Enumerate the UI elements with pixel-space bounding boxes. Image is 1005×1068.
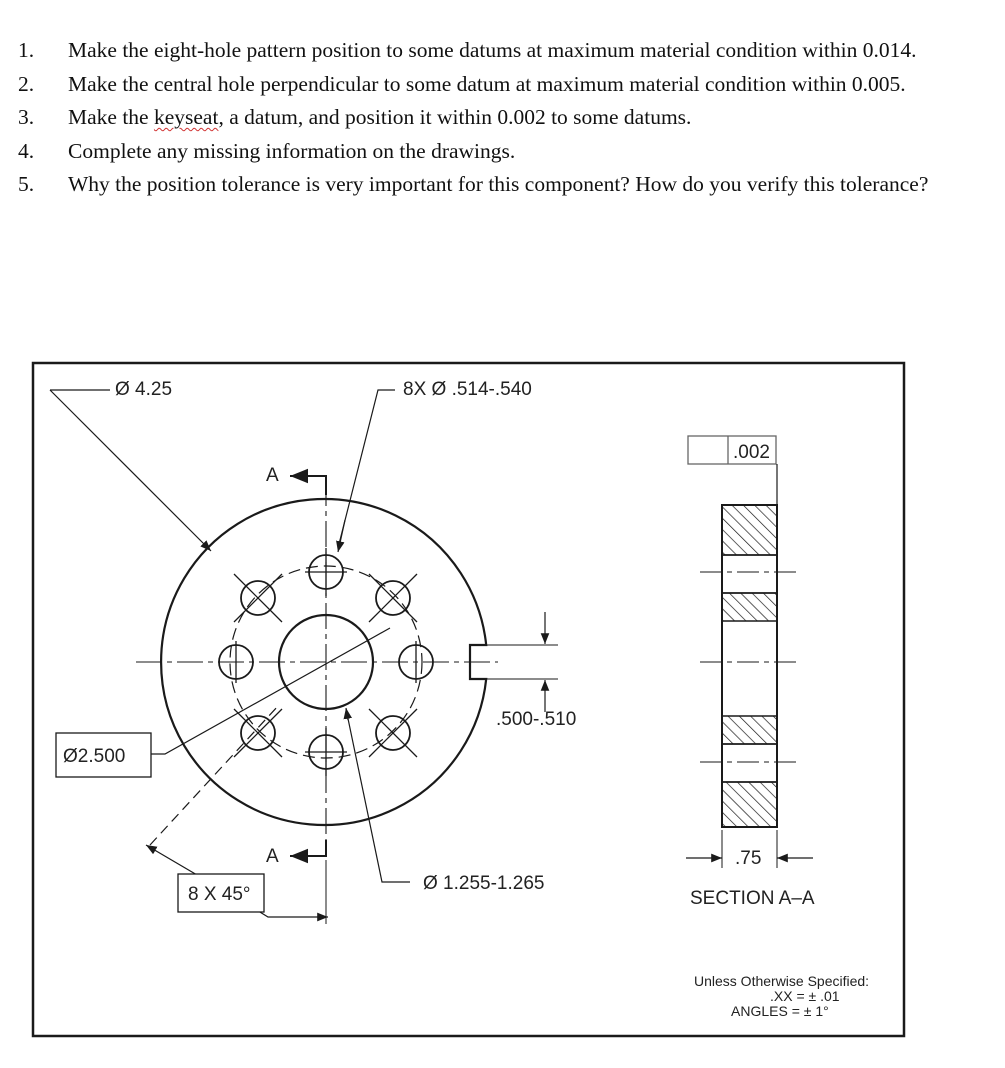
bolt-circle-label: Ø2.500 xyxy=(63,746,126,767)
center-lines xyxy=(136,480,498,855)
question-number: 3. xyxy=(18,105,35,129)
front-view xyxy=(136,476,498,856)
question-number: 5. xyxy=(18,172,35,196)
question-number: 4. xyxy=(18,138,35,163)
dimension-leaders xyxy=(50,390,558,924)
section-title: SECTION A–A xyxy=(690,888,815,909)
bolt-circle-leader xyxy=(150,628,390,754)
question-text-part: , a datum, and position it within 0.002 to some datums. xyxy=(218,105,692,129)
question-text: Make the central hole perpendicular to some datum at maximum material condition within 0.005. xyxy=(68,71,906,96)
thickness-label: .75 xyxy=(735,848,762,869)
question-number: 1. xyxy=(18,38,35,62)
section-cut-line xyxy=(292,476,326,856)
hole-callout-leader xyxy=(338,390,395,548)
notes-xx-tolerance: .XX = ± .01 xyxy=(770,988,840,1004)
notes-angle-tolerance: ANGLES = ± 1° xyxy=(731,1003,829,1019)
section-label-top: A xyxy=(266,465,279,486)
section-hatch xyxy=(722,593,777,621)
center-hole-label: Ø 1.255-1.265 xyxy=(423,873,545,894)
section-label-bottom: A xyxy=(266,846,279,867)
section-hatch xyxy=(722,505,777,555)
chamfer-leader-right xyxy=(255,909,328,917)
section-hatch xyxy=(722,716,777,744)
chamfer-label: 8 X 45° xyxy=(188,884,251,905)
question-text-part: Make the xyxy=(68,105,154,129)
notes-title: Unless Otherwise Specified: xyxy=(694,973,870,989)
section-hatch xyxy=(722,782,777,827)
keyseat-width-label: .500-.510 xyxy=(496,709,577,730)
flatness-value: .002 xyxy=(733,442,770,463)
misspelled-word[interactable]: keyseat xyxy=(153,105,219,129)
outer-diameter-label: Ø 4.25 xyxy=(115,379,173,400)
question-text: Complete any missing information on the drawings. xyxy=(68,138,516,163)
outer-diameter-leader xyxy=(50,390,211,551)
question-text: Why the position tolerance is very important for this component? How do you verify this tolerance? xyxy=(68,172,929,196)
question-number: 2. xyxy=(18,71,35,96)
section-view xyxy=(686,436,813,868)
hole-callout-label: 8X Ø .514-.540 xyxy=(403,379,532,400)
question-text: Make the eight-hole pattern position to some datums at maximum material condition within 0.014. xyxy=(68,38,917,62)
center-hole-leader xyxy=(346,709,410,882)
